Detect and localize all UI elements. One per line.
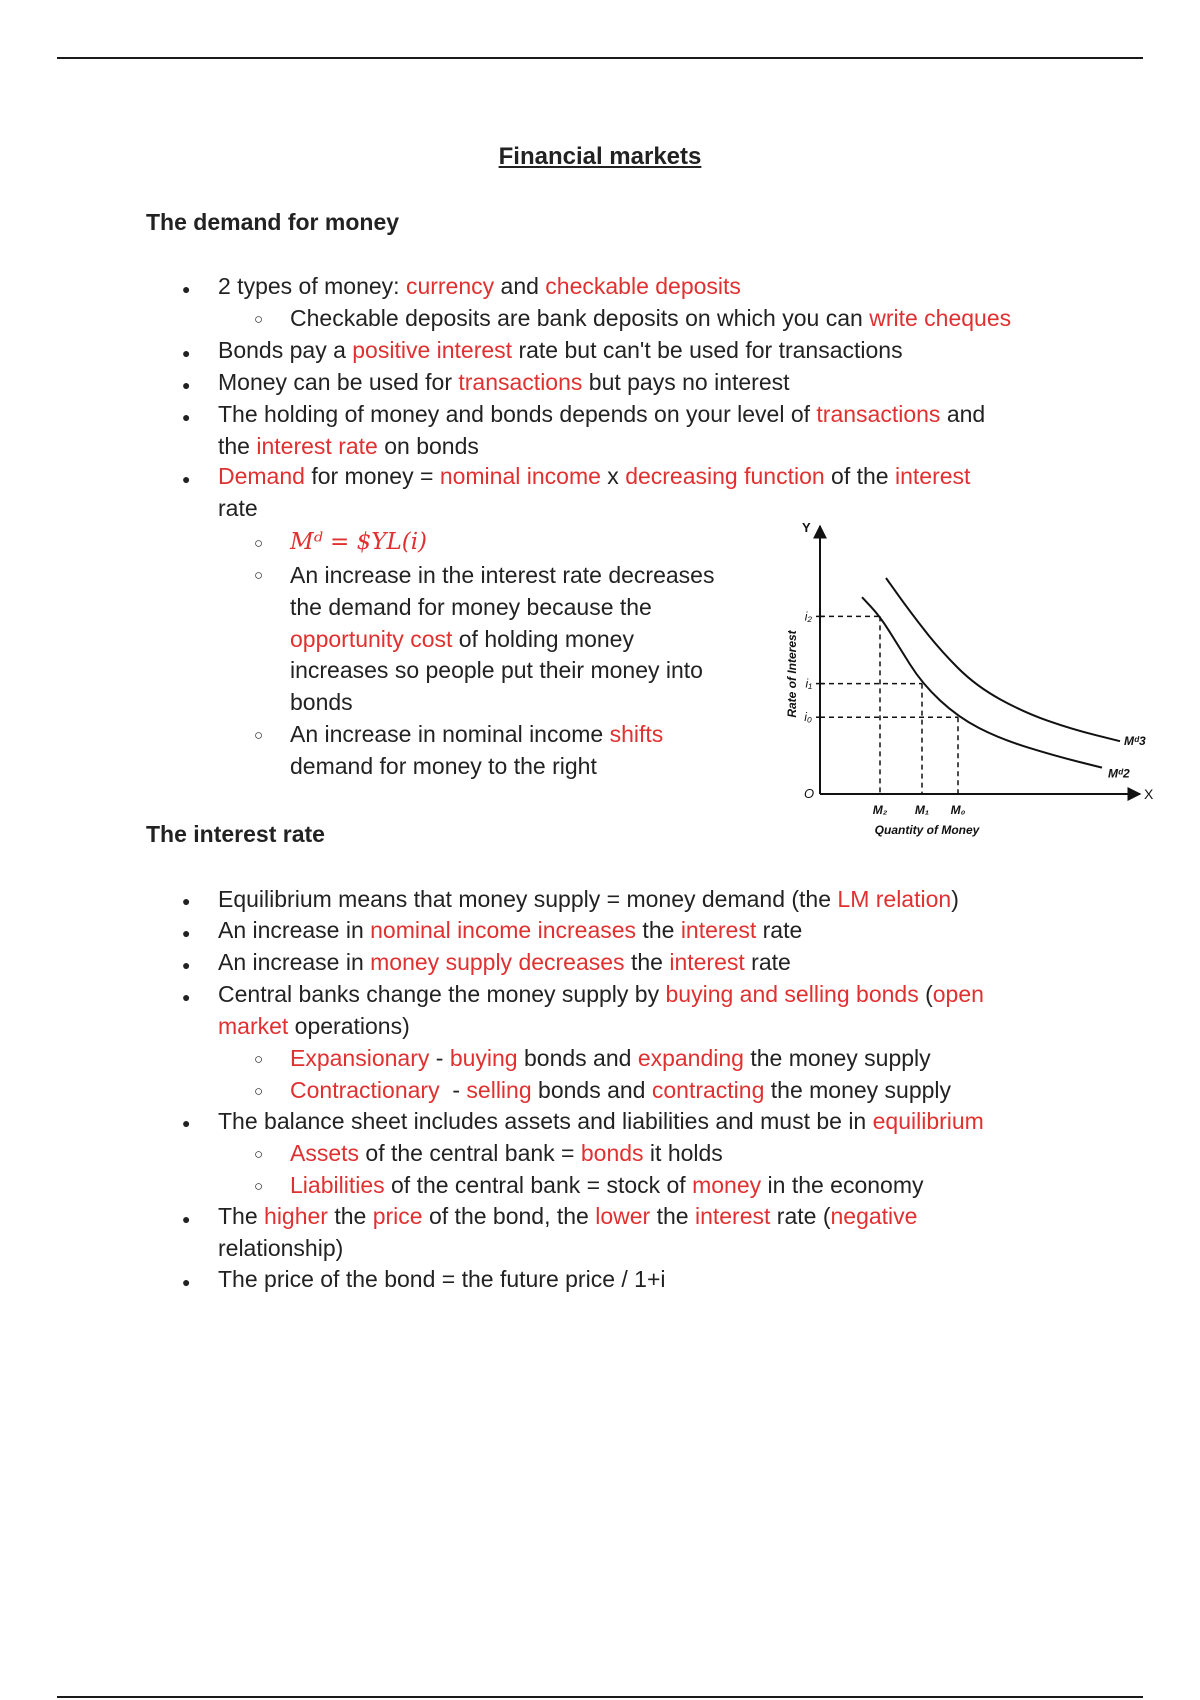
bullet-bond-formula: The price of the bond = the future price / 1+i	[218, 1266, 666, 1292]
sub-bullet-liabilities: Liabilities of the central bank = stock of money in the economy	[290, 1172, 924, 1198]
bullet-bonds: Bonds pay a positive interest rate but can't be used for transactions	[218, 337, 903, 363]
bullet-central-banks-line2: market operations)	[218, 1013, 410, 1039]
bullet-icon: ●	[182, 409, 191, 425]
sub-bullet-opportunity-line4: increases so people put their money into	[290, 657, 703, 683]
sub-bullet-opportunity-line1: An increase in the interest rate decreases	[290, 562, 715, 588]
bullet-holding-line2: the interest rate on bonds	[218, 433, 479, 459]
bullet-demand-line1: Demand for money = nominal income x decreasing function of the interest	[218, 463, 971, 489]
sub-bullet-checkable: Checkable deposits are bank deposits on which you can write cheques	[290, 305, 1012, 331]
bullet-icon: ●	[182, 893, 191, 909]
bullet-icon: ●	[182, 471, 191, 487]
y-axis-letter: Y	[802, 522, 811, 535]
bullet-icon: ●	[182, 925, 191, 941]
sub-bullet-shift-line2: demand for money to the right	[290, 753, 597, 779]
bullet-holding-line1: The holding of money and bonds depends on your level of transactions and	[218, 401, 986, 427]
tick-label-m1: M₁	[914, 803, 930, 817]
sub-bullet-assets: Assets of the central bank = bonds it holds	[290, 1140, 723, 1166]
sub-bullet-icon: ○	[254, 1083, 264, 1100]
bullet-equilibrium: Equilibrium means that money supply = money demand (the LM relation)	[218, 886, 959, 912]
origin-label: O	[804, 786, 815, 801]
sub-bullet-opportunity-line5: bonds	[290, 689, 353, 715]
bullet-bond-price-line1: The higher the price of the bond, the lower the interest rate (negative	[218, 1203, 918, 1229]
section-heading-demand: The demand for money	[146, 209, 400, 235]
bullet-bond-price-line2: relationship)	[218, 1235, 344, 1261]
tick-label-i0: i₀	[804, 710, 812, 725]
bullet-demand-line2: rate	[218, 495, 258, 521]
page-title: Financial markets	[498, 143, 702, 170]
tick-label-m0: M₀	[950, 803, 966, 817]
sub-bullet-icon: ○	[254, 567, 264, 584]
sub-bullet-icon: ○	[254, 535, 264, 552]
top-rule	[57, 57, 1143, 59]
bullet-balance-sheet: The balance sheet includes assets and liabilities and must be in equilibrium	[218, 1108, 984, 1134]
bullet-income-increase: An increase in nominal income increases the interest rate	[218, 917, 803, 943]
bullet-icon: ●	[182, 377, 191, 393]
x-axis-title: Quantity of Money	[874, 823, 980, 837]
bullet-icon: ●	[182, 281, 191, 297]
guide-lines	[820, 616, 958, 794]
sub-bullet-expansionary: Expansionary - buying bonds and expanding the money supply	[290, 1045, 931, 1071]
series-label-md3: Mᵈ3	[1124, 734, 1146, 749]
bullet-central-banks-line1: Central banks change the money supply by buying and selling bonds (open	[218, 981, 984, 1007]
y-axis-title: Rate of Interest	[785, 630, 799, 718]
bullet-icon: ●	[182, 957, 191, 973]
sub-bullet-icon: ○	[254, 1178, 264, 1195]
bullet-icon: ●	[182, 1115, 191, 1131]
sub-bullet-icon: ○	[254, 727, 264, 744]
sub-bullet-contractionary: Contractionary - selling bonds and contracting the money supply	[290, 1077, 952, 1103]
bullet-icon: ●	[182, 345, 191, 361]
tick-label-m2: M₂	[872, 803, 888, 817]
bullet-icon: ●	[182, 989, 191, 1005]
x-axis-letter: X	[1144, 786, 1154, 802]
sub-bullet-opportunity-line3: opportunity cost of holding money	[290, 626, 634, 652]
series-label-md2: Mᵈ2	[1108, 766, 1130, 781]
bullet-icon: ●	[182, 1211, 191, 1227]
tick-label-i2: i₂	[804, 609, 812, 624]
sub-bullet-opportunity-line2: the demand for money because the	[290, 594, 652, 620]
bullet-types-of-money: 2 types of money: currency and checkable deposits	[218, 273, 741, 299]
sub-bullet-icon: ○	[254, 311, 264, 328]
bullet-icon: ●	[182, 1274, 191, 1290]
sub-bullet-icon: ○	[254, 1146, 264, 1163]
tick-label-i1: i₁	[805, 676, 812, 691]
section-heading-interest-rate: The interest rate	[146, 821, 325, 847]
bottom-rule	[57, 1696, 1143, 1698]
sub-bullet-icon: ○	[254, 1051, 264, 1068]
sub-bullet-shift-line1: An increase in nominal income shifts	[290, 721, 664, 747]
formula-money-demand: Mᵈ = $YL(i)	[290, 529, 428, 555]
bullet-money-transactions: Money can be used for transactions but pays no interest	[218, 369, 790, 395]
money-demand-chart	[770, 522, 1170, 842]
series-curve-2	[862, 597, 1102, 767]
bullet-supply-increase: An increase in money supply decreases the interest rate	[218, 949, 791, 975]
